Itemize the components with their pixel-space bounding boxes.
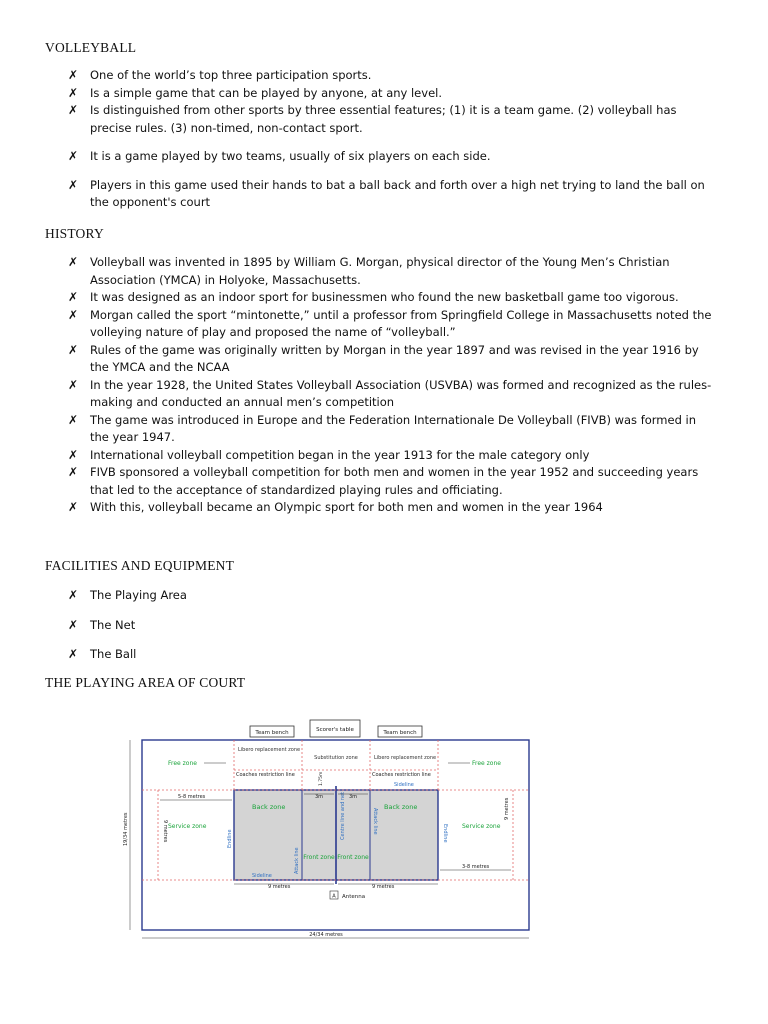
list-item: ✗ It was designed as an indoor sport for businessmen who found the new basketball game too vigorous. xyxy=(68,289,718,307)
dim-9m-right-vert: 9 metres xyxy=(504,797,510,820)
endline-right: Endline xyxy=(442,824,448,843)
coaches-restriction-left: Coaches restriction line xyxy=(236,772,295,778)
attack-line-right-label: Attack line xyxy=(372,808,378,835)
volleyball-list xyxy=(68,67,718,212)
sideline-bottom: Sideline xyxy=(252,873,272,879)
x-mark-icon: ✗ xyxy=(68,412,79,427)
section-title-history: HISTORY xyxy=(45,226,104,241)
dim-19-34m: 19/34 metres xyxy=(123,812,129,846)
court-diagram xyxy=(118,716,538,948)
x-mark-icon: ✗ xyxy=(68,68,79,82)
sideline-top: Sideline xyxy=(394,782,414,788)
section-title-volleyball: VOLLEYBALL xyxy=(45,40,137,55)
x-mark-icon: ✗ xyxy=(68,447,79,462)
team-bench-left: Team bench xyxy=(255,730,289,736)
front-zone-left: Front zone xyxy=(303,854,335,861)
service-zone-left: Service zone xyxy=(168,823,207,830)
x-mark-icon: ✗ xyxy=(68,149,79,163)
substitution-zone: Substitution zone xyxy=(314,755,358,761)
libero-zone-left: Libero replacement zone xyxy=(238,747,301,753)
list-item: ✗ The Ball xyxy=(68,646,718,664)
x-mark-icon: ✗ xyxy=(68,465,79,479)
dim-9m-left-vert: 9 metres xyxy=(162,820,168,843)
x-mark-icon: ✗ xyxy=(68,647,79,661)
x-mark-icon: ✗ xyxy=(68,177,79,192)
list-item: ✗ It is a game played by two teams, usually of six players on each side. xyxy=(68,148,718,166)
list-item: ✗ The Net xyxy=(68,617,718,635)
list-item: ✗ FIVB sponsored a volleyball competition for both men and women in the year 1952 and succeeding years that led to the acceptance of standardized playing rules and officiating. xyxy=(68,464,718,499)
centre-line-label: Centre line and net xyxy=(340,791,346,840)
history-list xyxy=(68,254,718,517)
section-title-facilities: FACILITIES AND EQUIPMENT xyxy=(45,558,235,573)
front-zone-right: Front zone xyxy=(337,854,369,861)
free-zone-right: Free zone xyxy=(472,760,501,767)
x-mark-icon: ✗ xyxy=(68,307,79,322)
x-mark-icon: ✗ xyxy=(68,103,79,117)
scorers-table: Scorer's table xyxy=(316,727,354,733)
dim-9m-bottom-left: 9 metres xyxy=(268,884,291,890)
list-item: ✗ With this, volleyball became an Olympic sport for both men and women in the year 1964 xyxy=(68,499,718,517)
dim-3-8m: 3-8 metres xyxy=(462,864,490,870)
section-title-court: THE PLAYING AREA OF COURT xyxy=(45,675,246,690)
x-mark-icon: ✗ xyxy=(68,255,79,269)
list-item: ✗ Is distinguished from other sports by three essential features; (1) it is a team game. (2) volleyball has precise rules. (3) non-timed, non-contact sport. xyxy=(68,102,718,137)
x-mark-icon: ✗ xyxy=(68,588,79,602)
antenna-label: Antenna xyxy=(342,894,366,900)
list-item: ✗ The game was introduced in Europe and the Federation Internationale De Volleyball (FIVB) was formed in the year 1947. xyxy=(68,412,718,447)
list-item: ✗ The Playing Area xyxy=(68,587,718,605)
dim-3m-right: 3m xyxy=(348,794,358,800)
antenna-mark: A xyxy=(332,893,336,900)
dim-5-8m: 5-8 metres xyxy=(178,794,206,800)
x-mark-icon: ✗ xyxy=(68,85,79,100)
x-mark-icon: ✗ xyxy=(68,617,79,632)
list-item: ✗ International volleyball competition began in the year 1913 for the male category only xyxy=(68,447,718,465)
attack-line-left-label: Attack line xyxy=(294,847,300,874)
team-bench-right: Team bench xyxy=(383,730,417,736)
endline-left: Endline xyxy=(227,829,233,848)
free-zone-left: Free zone xyxy=(168,760,197,767)
libero-zone-right: Libero replacement zone xyxy=(374,755,437,761)
list-item: ✗ Is a simple game that can be played by anyone, at any level. xyxy=(68,85,718,103)
back-zone-left: Back zone xyxy=(252,803,286,811)
dim-9m-bottom-right: 9 metres xyxy=(372,884,395,890)
x-mark-icon: ✗ xyxy=(68,290,79,304)
list-item: ✗ Players in this game used their hands to bat a ball back and forth over a high net trying to land the ball on the opponent's court xyxy=(68,177,718,212)
list-item: ✗ Morgan called the sport “mintonette,” until a professor from Springfield College in Massachusetts noted the volleying nature of play and proposed the name of “volleyball.” xyxy=(68,307,718,342)
list-item: ✗ One of the world’s top three participation sports. xyxy=(68,67,718,85)
list-item: ✗ Rules of the game was originally written by Morgan in the year 1897 and was revised in the year 1916 by the YMCA and the NCAA xyxy=(68,342,718,377)
list-item: ✗ In the year 1928, the United States Volleyball Association (USVBA) was formed and recognized as the rules-making and conducted an annual men’s competition xyxy=(68,377,718,412)
coaches-restriction-right: Coaches restriction line xyxy=(372,772,431,778)
service-zone-right: Service zone xyxy=(462,823,501,830)
x-mark-icon: ✗ xyxy=(68,500,79,514)
facilities-list xyxy=(68,587,718,664)
list-item: ✗ Volleyball was invented in 1895 by William G. Morgan, physical director of the Young Men’s Christian Association (YMCA) in Holyoke, Massachusetts. xyxy=(68,254,718,289)
dim-3m-left: 3m xyxy=(314,794,324,800)
x-mark-icon: ✗ xyxy=(68,342,79,357)
back-zone-right: Back zone xyxy=(384,803,418,811)
dim-24-34m: 24/34 metres xyxy=(309,932,343,938)
x-mark-icon: ✗ xyxy=(68,377,79,392)
dim-1-75m: 1.75m xyxy=(319,771,324,786)
